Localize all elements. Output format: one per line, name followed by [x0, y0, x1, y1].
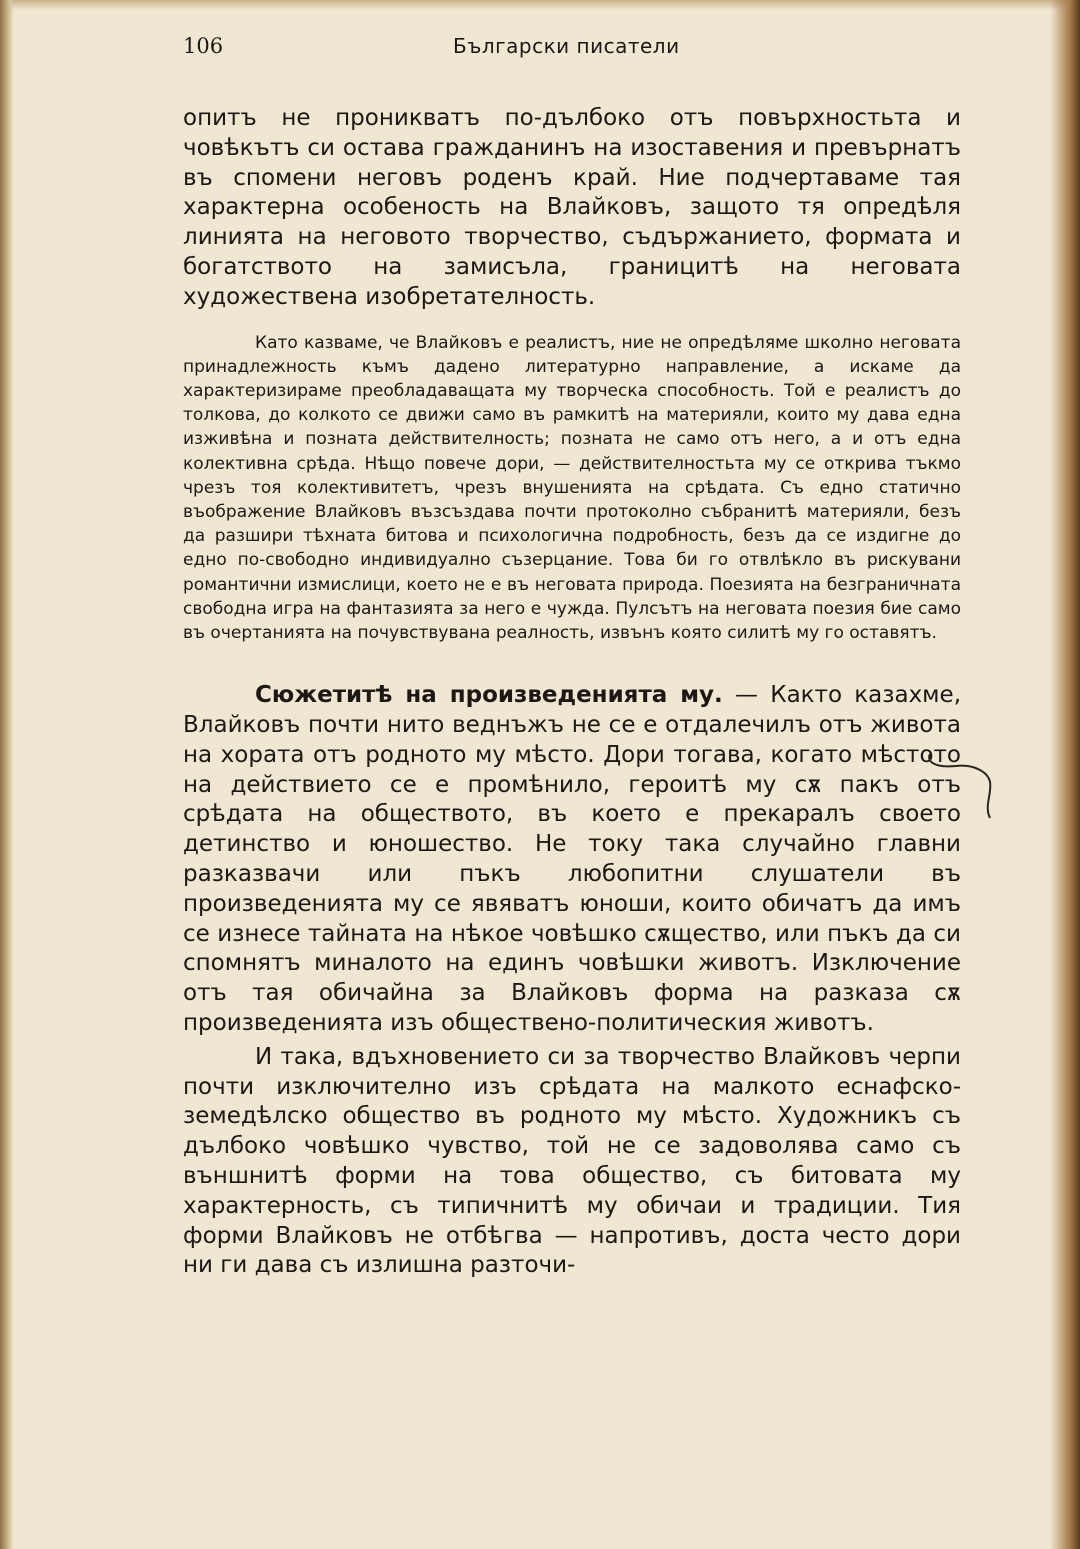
page-number: 106 — [183, 34, 224, 58]
section-text: — Както казахме, Влайковъ почти нито веднъжъ не се е отдалечилъ отъ живота на хората отъ родното му мѣсто. Дори тогава, когато мѣстото на действието се е промѣнило, героитѣ му сѫ пакъ отъ срѣдата на обществото, въ което е прекаралъ своето детинство и юношество. Не току така случайно главни разказвачи или пъкъ любопитни слушатели въ произведенията му се явяватъ юноши, които обичатъ да имъ се изнесе тайната на нѣкое човѣшко сѫщество, или пъкъ да си спомнятъ миналото на единъ човѣшки животъ. Изключение отъ тая обичайна за Влайковъ форма на разказа сѫ произведенията изъ обществено-политическия животъ. — [183, 682, 961, 1036]
page-right-edge — [1050, 0, 1080, 1549]
section-paragraph — [183, 681, 961, 1039]
page-left-edge — [0, 0, 14, 1549]
page-top-edge — [0, 0, 1080, 10]
page-body — [183, 104, 961, 1281]
section-title: Сюжетитѣ на произведенията му. — [255, 682, 723, 709]
running-title: Български писатели — [453, 34, 680, 58]
handwritten-bracket-mark — [922, 748, 1002, 828]
note-paragraph: Като казваме, че Влайковъ е реалистъ, ние не опредѣляме школно неговата принадлежность къмъ дадено литературно направление, а искаме да характеризираме преобладаващата му творческа способность. Той е реалистъ до толкова, до колкото се движи само въ рамкитѣ на материяли, които му дава една изживѣна и позната действителность; позната не само отъ него, а и отъ една колективна срѣда. Нѣщо повече дори, — действителностьта му се открива тъкмо чрезъ тоя колективитетъ, чрезъ внушенията на срѣдата. Съ едно статично въображение Влайковъ възсъздава почти протоколно събранитѣ материяли, безъ да разшири тѣхната битова и психологична подробность, безъ да се издигне до едно по-свободно индивидуално съзерцание. Това би го отвлѣкло въ рискувани романтични измислици, което не е въ неговата природа. Поезията на безграничната свободна игра на фантазията за него е чужда. Пулсътъ на неговата поезия бие само въ очертанията на почувствувана реалность, извънъ която силитѣ му го оставятъ. — [183, 332, 961, 644]
paragraph-1: опитъ не проникватъ по-дълбоко отъ повърхностьта и човѣкътъ си остава гражданинъ на изоставения и превърнатъ въ спомени неговъ роденъ край. Ние подчертаваме тая характерна особеность на Влайковъ, защото тя опредѣля линията на неговото творчество, съдържанието, формата и богатството на замисъла, границитѣ на неговата художествена изобретателность. — [183, 105, 961, 310]
paragraph-last: И така, вдъхновението си за творчество Влайковъ черпи почти изключително изъ срѣдата на малкото еснафско-земедѣлско общество въ родното му мѣсто. Художникъ съ дълбоко човѣшко чувство, той не се задоволява само съ външнитѣ форми на това общество, съ битовата му характерность, съ типичнитѣ му обичаи и традиции. Тия форми Влайковъ не отбѣгва — напротивъ, доста често дори ни ги дава съ излишна разточи- — [183, 1043, 961, 1279]
page-header — [183, 34, 963, 64]
